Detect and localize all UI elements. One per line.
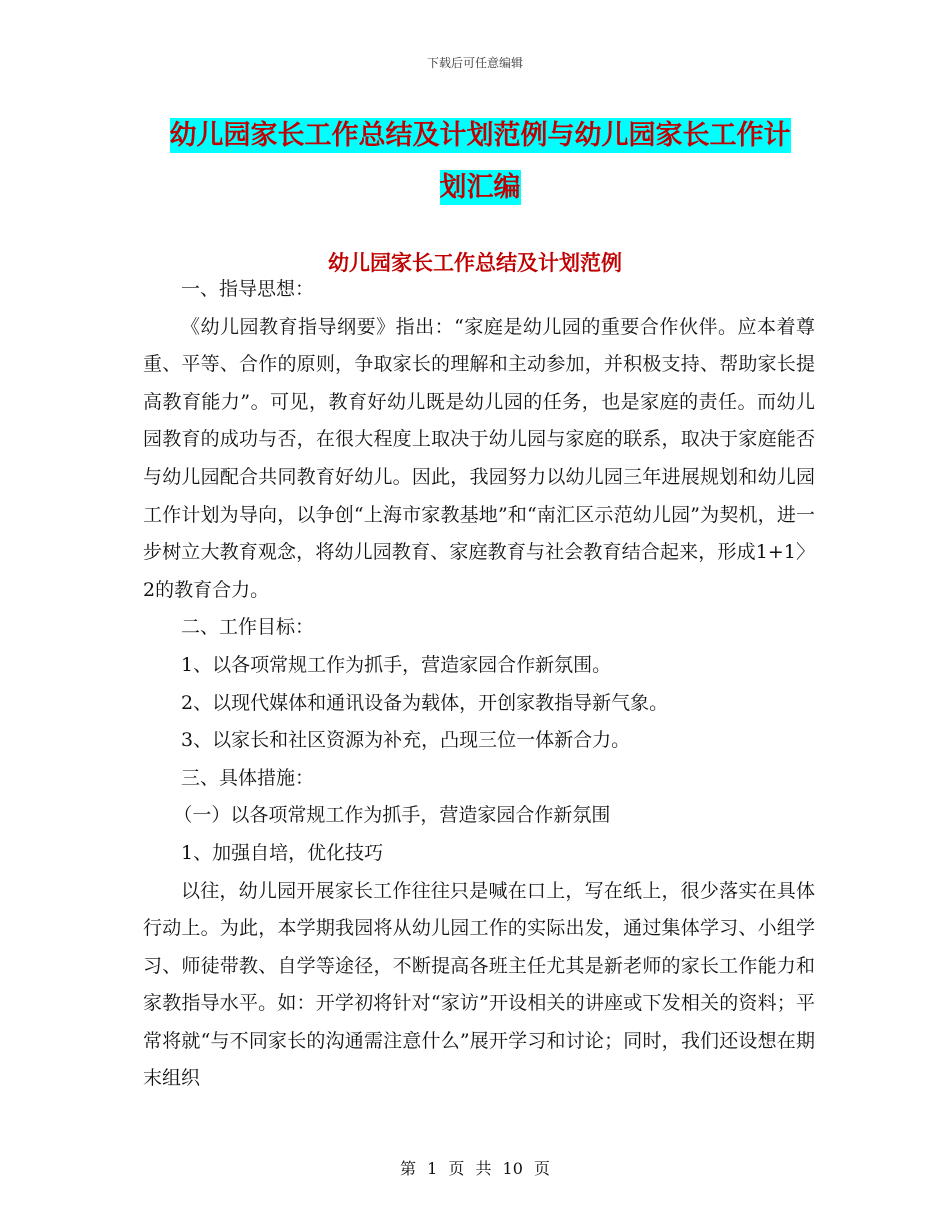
document-body: [143, 271, 815, 1098]
section-title: 幼儿园家长工作总结及计划范例: [328, 251, 622, 275]
paragraph-heading-3: 三、具体措施：: [181, 766, 315, 789]
list-item: 3、以家长和社区资源为补充，凸现三位一体新合力。: [181, 729, 631, 752]
page-number: 第 1 页 共 10 页: [400, 1159, 550, 1178]
header-note: 下载后可任意编辑: [426, 56, 523, 70]
list-item: 1、加强自培，优化技巧: [181, 841, 384, 864]
document-title: [140, 110, 820, 214]
list-item: 2、以现代媒体和通讯设备为载体，开创家教指导新气象。: [181, 691, 669, 714]
title-line-1: 幼儿园家长工作总结及计划范例与幼儿园家长工作计: [169, 120, 791, 151]
title-line-2: 划汇编: [439, 172, 521, 203]
subsection-heading: （一）以各项常规工作为抓手，营造家园合作新氛围: [173, 804, 611, 827]
paragraph-heading-1: 一、指导思想：: [181, 278, 315, 300]
paragraph: 《幼儿园教育指导纲要》指出：“家庭是幼儿园的重要合作伙伴。应本着尊重、平等、合作的原则，争取家长的理解和主动参加，并积极支持、帮助家长提高教育能力”。可见，教育好幼儿既是幼儿园的任务，也是家庭的责任。而幼儿园教育的成功与否，在很大程度上取决于幼儿园与家庭的联系，取决于家庭能否与幼儿园配合共同教育好幼儿。因此，我园努力以幼儿园三年进展规划和幼儿园工作计划为导向，以争创“上海市家教基地”和“南汇区示范幼儿园”为契机，进一步树立大教育观念，将幼儿园教育、家庭教育与社会教育结合起来，形成1+1〉2的教育合力。: [143, 315, 815, 601]
paragraph-heading-2: 二、工作目标：: [181, 616, 315, 639]
list-item: 1、以各项常规工作为抓手，营造家园合作新氛围。: [181, 653, 612, 676]
paragraph: 以往，幼儿园开展家长工作往往只是喊在口上，写在纸上，很少落实在具体行动上。为此，本学期我园将从幼儿园工作的实际出发，通过集体学习、小组学习、师徒带教、自学等途径，不断提高各班主任尤其是新老师的家长工作能力和家教指导水平。如：开学初将针对“家访”开设相关的讲座或下发相关的资料；平常将就“与不同家长的沟通需注意什么”展开学习和讨论；同时，我们还设想在期末组织: [143, 879, 815, 1090]
